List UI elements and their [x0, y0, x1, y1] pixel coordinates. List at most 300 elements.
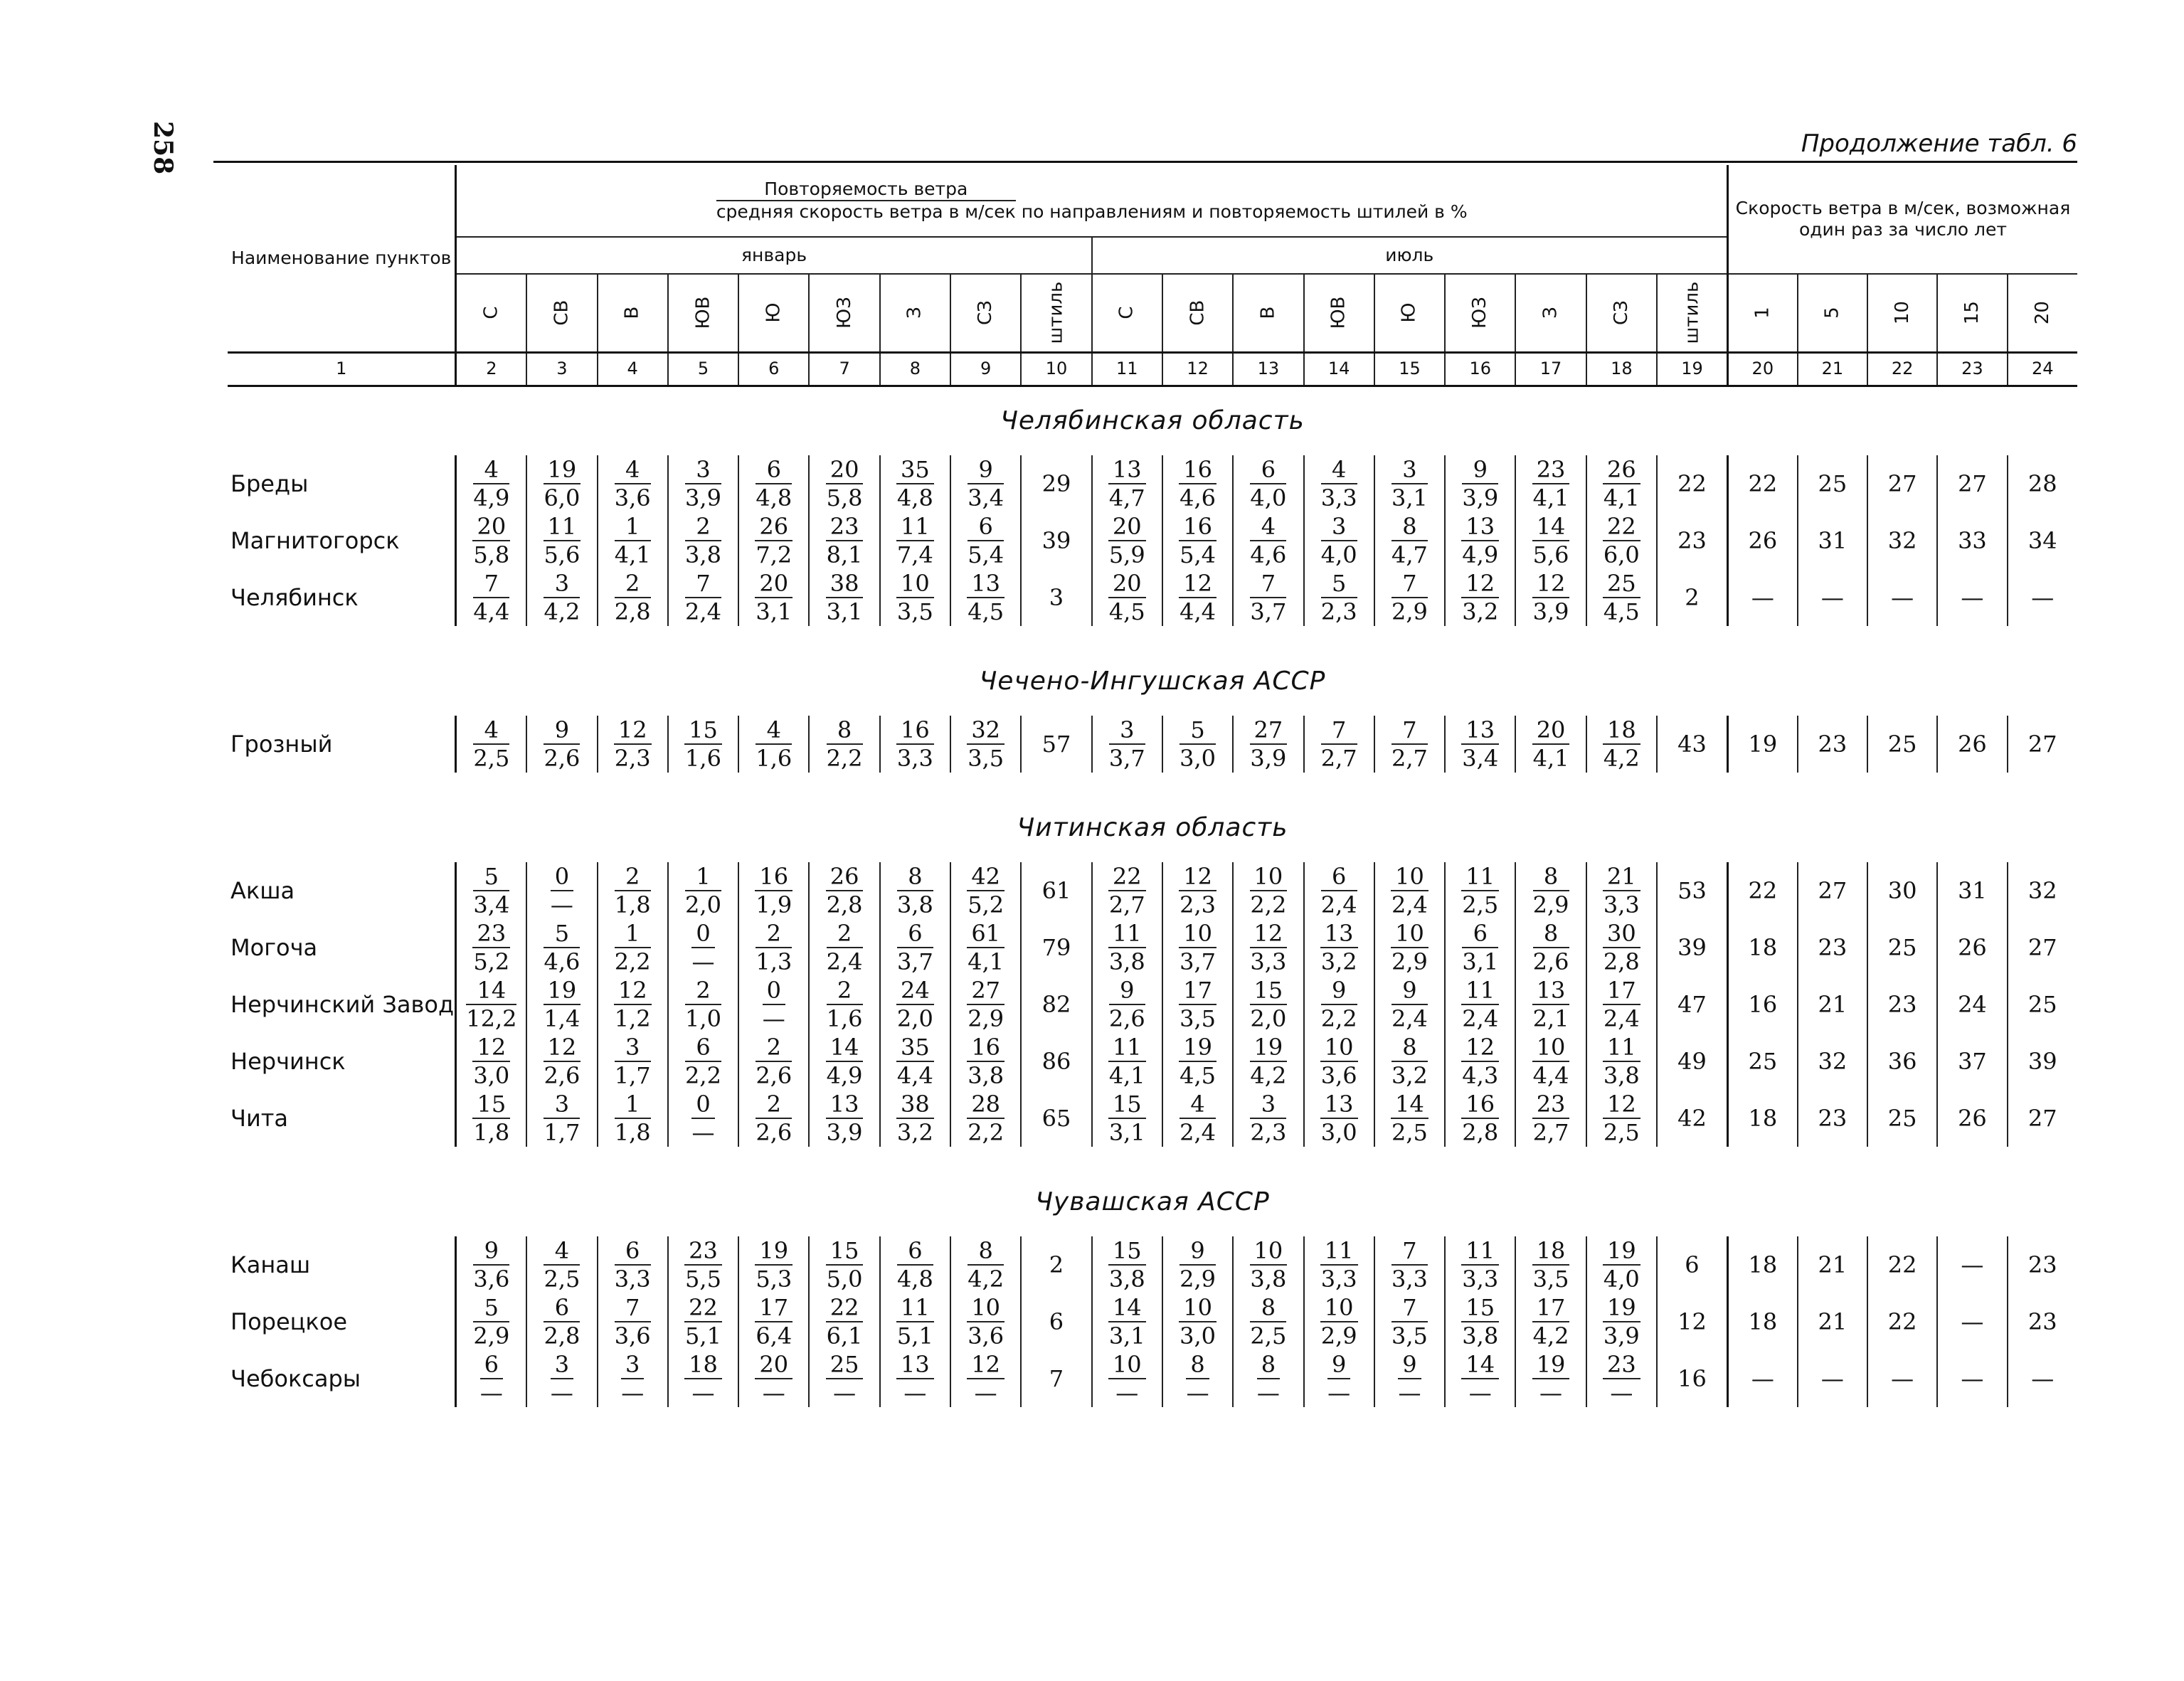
jul-frequency-speed-cell	[1092, 1236, 1162, 1293]
speed-value: 2,8	[614, 598, 651, 625]
speed-value: 5,1	[896, 1322, 933, 1349]
jul-frequency-speed-cell	[1445, 862, 1515, 919]
max-speed-cell: —	[2008, 569, 2077, 626]
frequency-value: 5	[1321, 570, 1357, 598]
frequency-value: 11	[896, 1294, 934, 1322]
fraction	[1461, 977, 1499, 1032]
speed-value: 3,9	[1603, 1322, 1640, 1349]
fraction	[1603, 863, 1640, 918]
fraction	[755, 863, 793, 918]
jul-frequency-speed-cell	[1515, 976, 1586, 1033]
jul-frequency-speed-cell	[1162, 1236, 1233, 1293]
speed-value: 4,6	[544, 948, 581, 975]
fraction	[1321, 977, 1357, 1032]
speed-value: 5,0	[826, 1265, 863, 1293]
speed-value: 5,6	[1532, 541, 1569, 568]
max-speed-cell: 25	[1867, 716, 1937, 773]
fraction	[826, 456, 864, 511]
column-number: 13	[1233, 352, 1303, 386]
fraction	[472, 1091, 510, 1146]
running-head: Продолжение табл. 6	[1801, 129, 2077, 158]
station-name: Бреды	[230, 470, 309, 497]
max-speed-cell: —	[1867, 569, 1937, 626]
frequency-value: 0	[551, 863, 573, 891]
frequency-value: 15	[1461, 1294, 1499, 1322]
jan-calm-cell: 57	[1021, 716, 1091, 773]
speed-value: 2,4	[1462, 1004, 1499, 1032]
max-speed-cell: —	[1798, 1350, 1867, 1407]
frequency-value: 7	[1250, 570, 1286, 598]
jan-frequency-speed-cell	[880, 976, 950, 1033]
frequency-value: 10	[1250, 863, 1288, 891]
jan-frequency-speed-cell	[738, 716, 809, 773]
direction-header-row	[228, 274, 2077, 352]
speed-value: 4,9	[1462, 541, 1499, 568]
station-name: Канаш	[230, 1251, 311, 1278]
jul-direction-header	[1233, 274, 1303, 352]
jul-direction-header	[1515, 274, 1586, 352]
jan-direction-header	[598, 274, 668, 352]
frequency-value: 26	[1603, 456, 1640, 484]
fraction	[691, 1091, 714, 1146]
frequency-value: 7	[1391, 1294, 1428, 1322]
max-speed-cell: 26	[1937, 1090, 2007, 1147]
name-column-header: Наименование пунктов	[231, 247, 452, 268]
speed-value: 2,4	[685, 598, 721, 625]
fraction	[763, 977, 785, 1032]
jan-frequency-speed-cell	[880, 1090, 950, 1147]
jan-frequency-speed-cell	[738, 1236, 809, 1293]
jul-frequency-speed-cell	[1445, 569, 1515, 626]
column-number-row	[228, 352, 2077, 386]
fraction	[967, 1034, 1004, 1089]
frequency-value: 20	[755, 570, 793, 598]
max-speed-cell: —	[1937, 1350, 2007, 1407]
jul-calm-cell: 16	[1657, 1350, 1727, 1407]
jul-frequency-speed-cell	[1586, 1236, 1657, 1293]
fraction	[1179, 977, 1216, 1032]
fraction	[1461, 1091, 1499, 1146]
fraction	[826, 1294, 864, 1349]
fraction	[615, 513, 651, 568]
frequency-value: 22	[684, 1294, 722, 1322]
fraction	[826, 570, 864, 625]
speed-value: 7,4	[896, 541, 933, 568]
jul-calm-cell: 23	[1657, 512, 1727, 569]
frequency-value: 15	[1108, 1091, 1146, 1119]
fraction	[1532, 456, 1570, 511]
table-row	[228, 1350, 2077, 1407]
jul-frequency-speed-cell	[1374, 569, 1445, 626]
max-speed-cell: 18	[1727, 1293, 1797, 1350]
speed-value: 3,5	[1391, 1322, 1428, 1349]
frequency-value: 2	[685, 977, 721, 1005]
jul-frequency-speed-cell	[1233, 1033, 1303, 1090]
frequency-value: 5	[473, 1294, 509, 1322]
speed-value: 3,6	[1320, 1061, 1357, 1089]
speed-value: 2,6	[756, 1061, 793, 1089]
frequency-value: 19	[1179, 1034, 1216, 1062]
jul-direction-header	[1586, 274, 1657, 352]
max-speed-cell: 31	[1937, 862, 2007, 919]
frequency-value: 2	[827, 920, 863, 948]
frequency-top-label: Повторяемость ветра	[716, 179, 1016, 201]
frequency-value: 13	[1461, 513, 1499, 541]
frequency-value: 6	[897, 1237, 933, 1266]
frequency-value: 16	[755, 863, 793, 891]
jan-frequency-speed-cell	[598, 862, 668, 919]
fraction	[621, 1351, 644, 1406]
speed-value: 3,9	[1532, 598, 1569, 625]
speed-value: 4,1	[968, 948, 1004, 975]
frequency-value: 7	[1391, 716, 1428, 745]
section-spacer	[228, 1407, 2077, 1428]
jan-frequency-speed-cell	[738, 1033, 809, 1090]
frequency-value: 18	[684, 1351, 722, 1379]
jul-frequency-speed-cell	[1304, 1350, 1374, 1407]
speed-value: 3,3	[1603, 891, 1640, 918]
direction-label: З	[1539, 307, 1562, 319]
speed-value: 3,3	[1320, 484, 1357, 511]
speed-value: 2,9	[473, 1322, 510, 1349]
jul-frequency-speed-cell	[1304, 1236, 1374, 1293]
frequency-value: 0	[763, 977, 785, 1005]
fraction	[1532, 716, 1570, 772]
frequency-value: 14	[1108, 1294, 1146, 1322]
frequency-value: 13	[967, 570, 1004, 598]
direction-label: СВ	[1186, 299, 1208, 326]
frequency-value: 4	[544, 1237, 580, 1266]
frequency-value: 11	[896, 513, 934, 541]
jul-frequency-speed-cell	[1162, 1090, 1233, 1147]
station-name: Чита	[230, 1104, 288, 1132]
frequency-value: 13	[1532, 977, 1570, 1005]
frequency-value: 25	[1603, 570, 1640, 598]
jul-frequency-speed-cell	[1092, 862, 1162, 919]
column-number: 22	[1867, 352, 1937, 386]
speed-value: 3,9	[1250, 744, 1287, 772]
speed-value: —	[762, 1379, 785, 1406]
frequency-value: 16	[967, 1034, 1004, 1062]
speed-value: 3,3	[1320, 1265, 1357, 1293]
jan-frequency-speed-cell	[456, 512, 526, 569]
jan-frequency-speed-cell	[880, 1033, 950, 1090]
frequency-value: 16	[1461, 1091, 1499, 1119]
speed-value: 2,1	[1532, 1004, 1569, 1032]
fraction	[896, 513, 934, 568]
station-name: Грозный	[230, 730, 333, 758]
table-row	[228, 716, 2077, 773]
speed-value: 4,5	[1180, 1061, 1216, 1089]
fraction	[1532, 977, 1570, 1032]
direction-label: С	[480, 306, 502, 319]
frequency-value: 12	[614, 716, 652, 745]
frequency-value: 17	[1603, 977, 1640, 1005]
jul-frequency-speed-cell	[1515, 455, 1586, 512]
frequency-value: 11	[1461, 977, 1499, 1005]
station-name: Могоча	[230, 933, 318, 961]
jul-frequency-speed-cell	[1586, 862, 1657, 919]
jul-frequency-speed-cell	[1515, 512, 1586, 569]
speed-value: 1,3	[756, 948, 793, 975]
jan-frequency-speed-cell	[880, 1350, 950, 1407]
speed-value: 5,9	[1108, 541, 1145, 568]
fraction	[1461, 716, 1499, 772]
max-speed-cell: 23	[2008, 1293, 2077, 1350]
jul-frequency-speed-cell	[1586, 455, 1657, 512]
max-speed-cell: 26	[1937, 919, 2007, 976]
speed-value: 3,2	[1462, 598, 1499, 625]
frequency-value: 2	[756, 920, 792, 948]
frequency-value: 4	[1180, 1091, 1216, 1119]
fraction	[1250, 977, 1288, 1032]
frequency-value: 13	[826, 1091, 864, 1119]
fraction	[756, 1034, 792, 1089]
jul-frequency-speed-cell	[1162, 919, 1233, 976]
speed-value: 3,5	[896, 598, 933, 625]
frequency-value: 13	[1320, 920, 1358, 948]
jan-frequency-speed-cell	[598, 569, 668, 626]
speed-value: 7,2	[756, 541, 793, 568]
table-row	[228, 1236, 2077, 1293]
speed-value: —	[1256, 1379, 1280, 1406]
jan-frequency-speed-cell	[880, 862, 950, 919]
jan-frequency-speed-cell	[738, 455, 809, 512]
fraction	[1391, 513, 1428, 568]
frequency-value: 23	[1603, 1351, 1640, 1379]
jan-frequency-speed-cell	[668, 919, 738, 976]
max-speed-cell: —	[1937, 1236, 2007, 1293]
frequency-value: 61	[967, 920, 1004, 948]
fraction	[1533, 863, 1569, 918]
jul-frequency-speed-cell	[1445, 455, 1515, 512]
frequency-value: 10	[1391, 863, 1428, 891]
frequency-group-header	[456, 165, 1727, 237]
speed-value: 3,1	[1462, 948, 1499, 975]
speed-value: 4,1	[614, 541, 651, 568]
speed-value: 4,4	[473, 598, 510, 625]
fraction	[1250, 1091, 1286, 1146]
speed-value: 3,8	[1462, 1322, 1499, 1349]
jul-frequency-speed-cell	[1374, 1293, 1445, 1350]
fraction	[968, 456, 1004, 511]
frequency-value: 11	[1461, 863, 1499, 891]
fraction	[1179, 863, 1216, 918]
jul-frequency-speed-cell	[1586, 716, 1657, 773]
years-header	[1867, 274, 1937, 352]
table-header	[228, 165, 2077, 386]
frequency-value: 3	[544, 570, 580, 598]
fraction	[544, 977, 581, 1032]
max-speed-cell: 25	[2008, 976, 2077, 1033]
fraction	[1320, 1034, 1358, 1089]
fraction	[1461, 1351, 1499, 1406]
jan-frequency-speed-cell	[598, 1236, 668, 1293]
jan-frequency-speed-cell	[738, 569, 809, 626]
fraction	[1108, 863, 1146, 918]
fraction	[1108, 513, 1146, 568]
frequency-value: 12	[1461, 1034, 1499, 1062]
jul-direction-header	[1445, 274, 1515, 352]
max-speed-cell: 22	[1867, 1293, 1937, 1350]
column-number: 7	[809, 352, 879, 386]
frequency-value: 12	[1179, 570, 1216, 598]
column-number: 3	[526, 352, 597, 386]
jul-direction-header	[1162, 274, 1233, 352]
frequency-value: 20	[1108, 570, 1146, 598]
fraction	[967, 1294, 1004, 1349]
fraction	[967, 570, 1004, 625]
speed-value: —	[550, 1379, 573, 1406]
fraction	[826, 1091, 864, 1146]
speed-value: 4,9	[826, 1061, 863, 1089]
fraction	[473, 1237, 509, 1293]
fraction	[1179, 513, 1216, 568]
fraction	[614, 977, 652, 1032]
speed-value: 3,6	[614, 484, 651, 511]
jan-frequency-speed-cell	[526, 862, 597, 919]
fraction	[826, 1237, 864, 1293]
jul-frequency-speed-cell	[1374, 1090, 1445, 1147]
frequency-value: 22	[826, 1294, 864, 1322]
jul-frequency-speed-cell	[1374, 716, 1445, 773]
speed-value: 2,2	[1320, 1004, 1357, 1032]
jan-calm-cell: 61	[1021, 862, 1091, 919]
fraction	[472, 1034, 510, 1089]
jul-frequency-speed-cell	[1515, 919, 1586, 976]
frequency-value: 11	[1108, 920, 1146, 948]
fraction	[896, 716, 934, 772]
speed-value: 3,4	[968, 484, 1004, 511]
jan-direction-header	[668, 274, 738, 352]
speed-value: 4,8	[896, 484, 933, 511]
fraction	[473, 456, 509, 511]
frequency-value: 16	[1179, 456, 1216, 484]
jul-frequency-speed-cell	[1092, 976, 1162, 1033]
speed-value: 2,3	[1250, 1118, 1287, 1146]
jul-calm-cell: 47	[1657, 976, 1727, 1033]
frequency-value: 8	[1391, 513, 1428, 541]
speed-value: —	[550, 891, 573, 918]
speed-value: 2,5	[1603, 1118, 1640, 1146]
jul-calm-cell: 12	[1657, 1293, 1727, 1350]
fraction	[1603, 716, 1640, 772]
jan-direction-header	[809, 274, 879, 352]
fraction	[1603, 920, 1640, 975]
jul-frequency-speed-cell	[1445, 1236, 1515, 1293]
frequency-value: 8	[827, 716, 863, 745]
speed-value: 2,5	[1391, 1118, 1428, 1146]
jul-frequency-speed-cell	[1162, 976, 1233, 1033]
fraction	[544, 716, 580, 772]
speed-value: 3,6	[473, 1265, 510, 1293]
speed-value: 4,2	[1250, 1061, 1287, 1089]
speed-value: 3,9	[826, 1118, 863, 1146]
jul-frequency-speed-cell	[1586, 1033, 1657, 1090]
section-title: Чувашская АССР	[1035, 1187, 1270, 1216]
direction-label: штиль	[1680, 281, 1702, 344]
speed-value: 1,8	[614, 891, 651, 918]
speed-value: 5,4	[968, 541, 1004, 568]
frequency-value: 11	[1461, 1237, 1499, 1266]
speed-value: 3,8	[685, 541, 721, 568]
fraction	[1250, 570, 1286, 625]
jan-frequency-speed-cell	[668, 455, 738, 512]
jan-frequency-speed-cell	[738, 862, 809, 919]
fraction	[691, 920, 714, 975]
fraction	[1179, 456, 1216, 511]
frequency-value: 23	[1532, 1091, 1570, 1119]
frequency-value: 10	[1250, 1237, 1288, 1266]
jan-frequency-speed-cell	[738, 1350, 809, 1407]
speed-value: —	[1186, 1379, 1209, 1406]
fraction	[615, 1294, 651, 1349]
fraction	[1180, 716, 1216, 772]
frequency-value: 23	[826, 513, 864, 541]
frequency-value: 8	[1257, 1351, 1280, 1379]
fraction	[1391, 1034, 1428, 1089]
jan-frequency-speed-cell	[809, 1350, 879, 1407]
fraction	[1603, 1091, 1640, 1146]
speed-value: 3,3	[896, 744, 933, 772]
jan-frequency-speed-cell	[456, 919, 526, 976]
speed-value: 3,8	[968, 1061, 1004, 1089]
speed-value: 3,7	[1108, 744, 1145, 772]
speed-value: 6,4	[756, 1322, 793, 1349]
frequency-value: 19	[1603, 1237, 1640, 1266]
fraction	[1398, 1351, 1421, 1406]
frequency-value: 14	[1391, 1091, 1428, 1119]
frequency-value: 2	[756, 1034, 792, 1062]
speed-value: 2,7	[1320, 744, 1357, 772]
column-number: 6	[738, 352, 809, 386]
frequency-value: 12	[472, 1034, 510, 1062]
fraction	[897, 863, 933, 918]
station-name: Порецкое	[230, 1308, 348, 1335]
jan-frequency-speed-cell	[880, 1236, 950, 1293]
direction-label: штиль	[1045, 281, 1067, 344]
frequency-value: 2	[615, 863, 651, 891]
max-speed-cell: 18	[1727, 1090, 1797, 1147]
fraction	[473, 716, 509, 772]
jul-frequency-speed-cell	[1092, 512, 1162, 569]
jan-frequency-speed-cell	[950, 919, 1021, 976]
frequency-value: 2	[756, 1091, 792, 1119]
fraction	[826, 863, 864, 918]
fraction	[1391, 920, 1428, 975]
jul-calm-cell: 43	[1657, 716, 1727, 773]
jul-frequency-speed-cell	[1233, 976, 1303, 1033]
frequency-value: 19	[1603, 1294, 1640, 1322]
frequency-value: 1	[615, 920, 651, 948]
fraction	[1179, 920, 1216, 975]
fraction	[1250, 513, 1286, 568]
jan-frequency-speed-cell	[526, 455, 597, 512]
frequency-value: 8	[1533, 920, 1569, 948]
july-header: июль	[1092, 237, 1728, 274]
fraction	[472, 920, 510, 975]
jan-calm-cell: 2	[1021, 1236, 1091, 1293]
fraction	[1108, 920, 1146, 975]
fraction	[1109, 716, 1145, 772]
jan-frequency-speed-cell	[950, 1293, 1021, 1350]
top-rule	[213, 161, 2077, 163]
jan-frequency-speed-cell	[809, 1293, 879, 1350]
jan-direction-header	[950, 274, 1021, 352]
max-speed-cell: 31	[1798, 512, 1867, 569]
speed-value: 4,5	[1108, 598, 1145, 625]
fraction	[827, 977, 863, 1032]
